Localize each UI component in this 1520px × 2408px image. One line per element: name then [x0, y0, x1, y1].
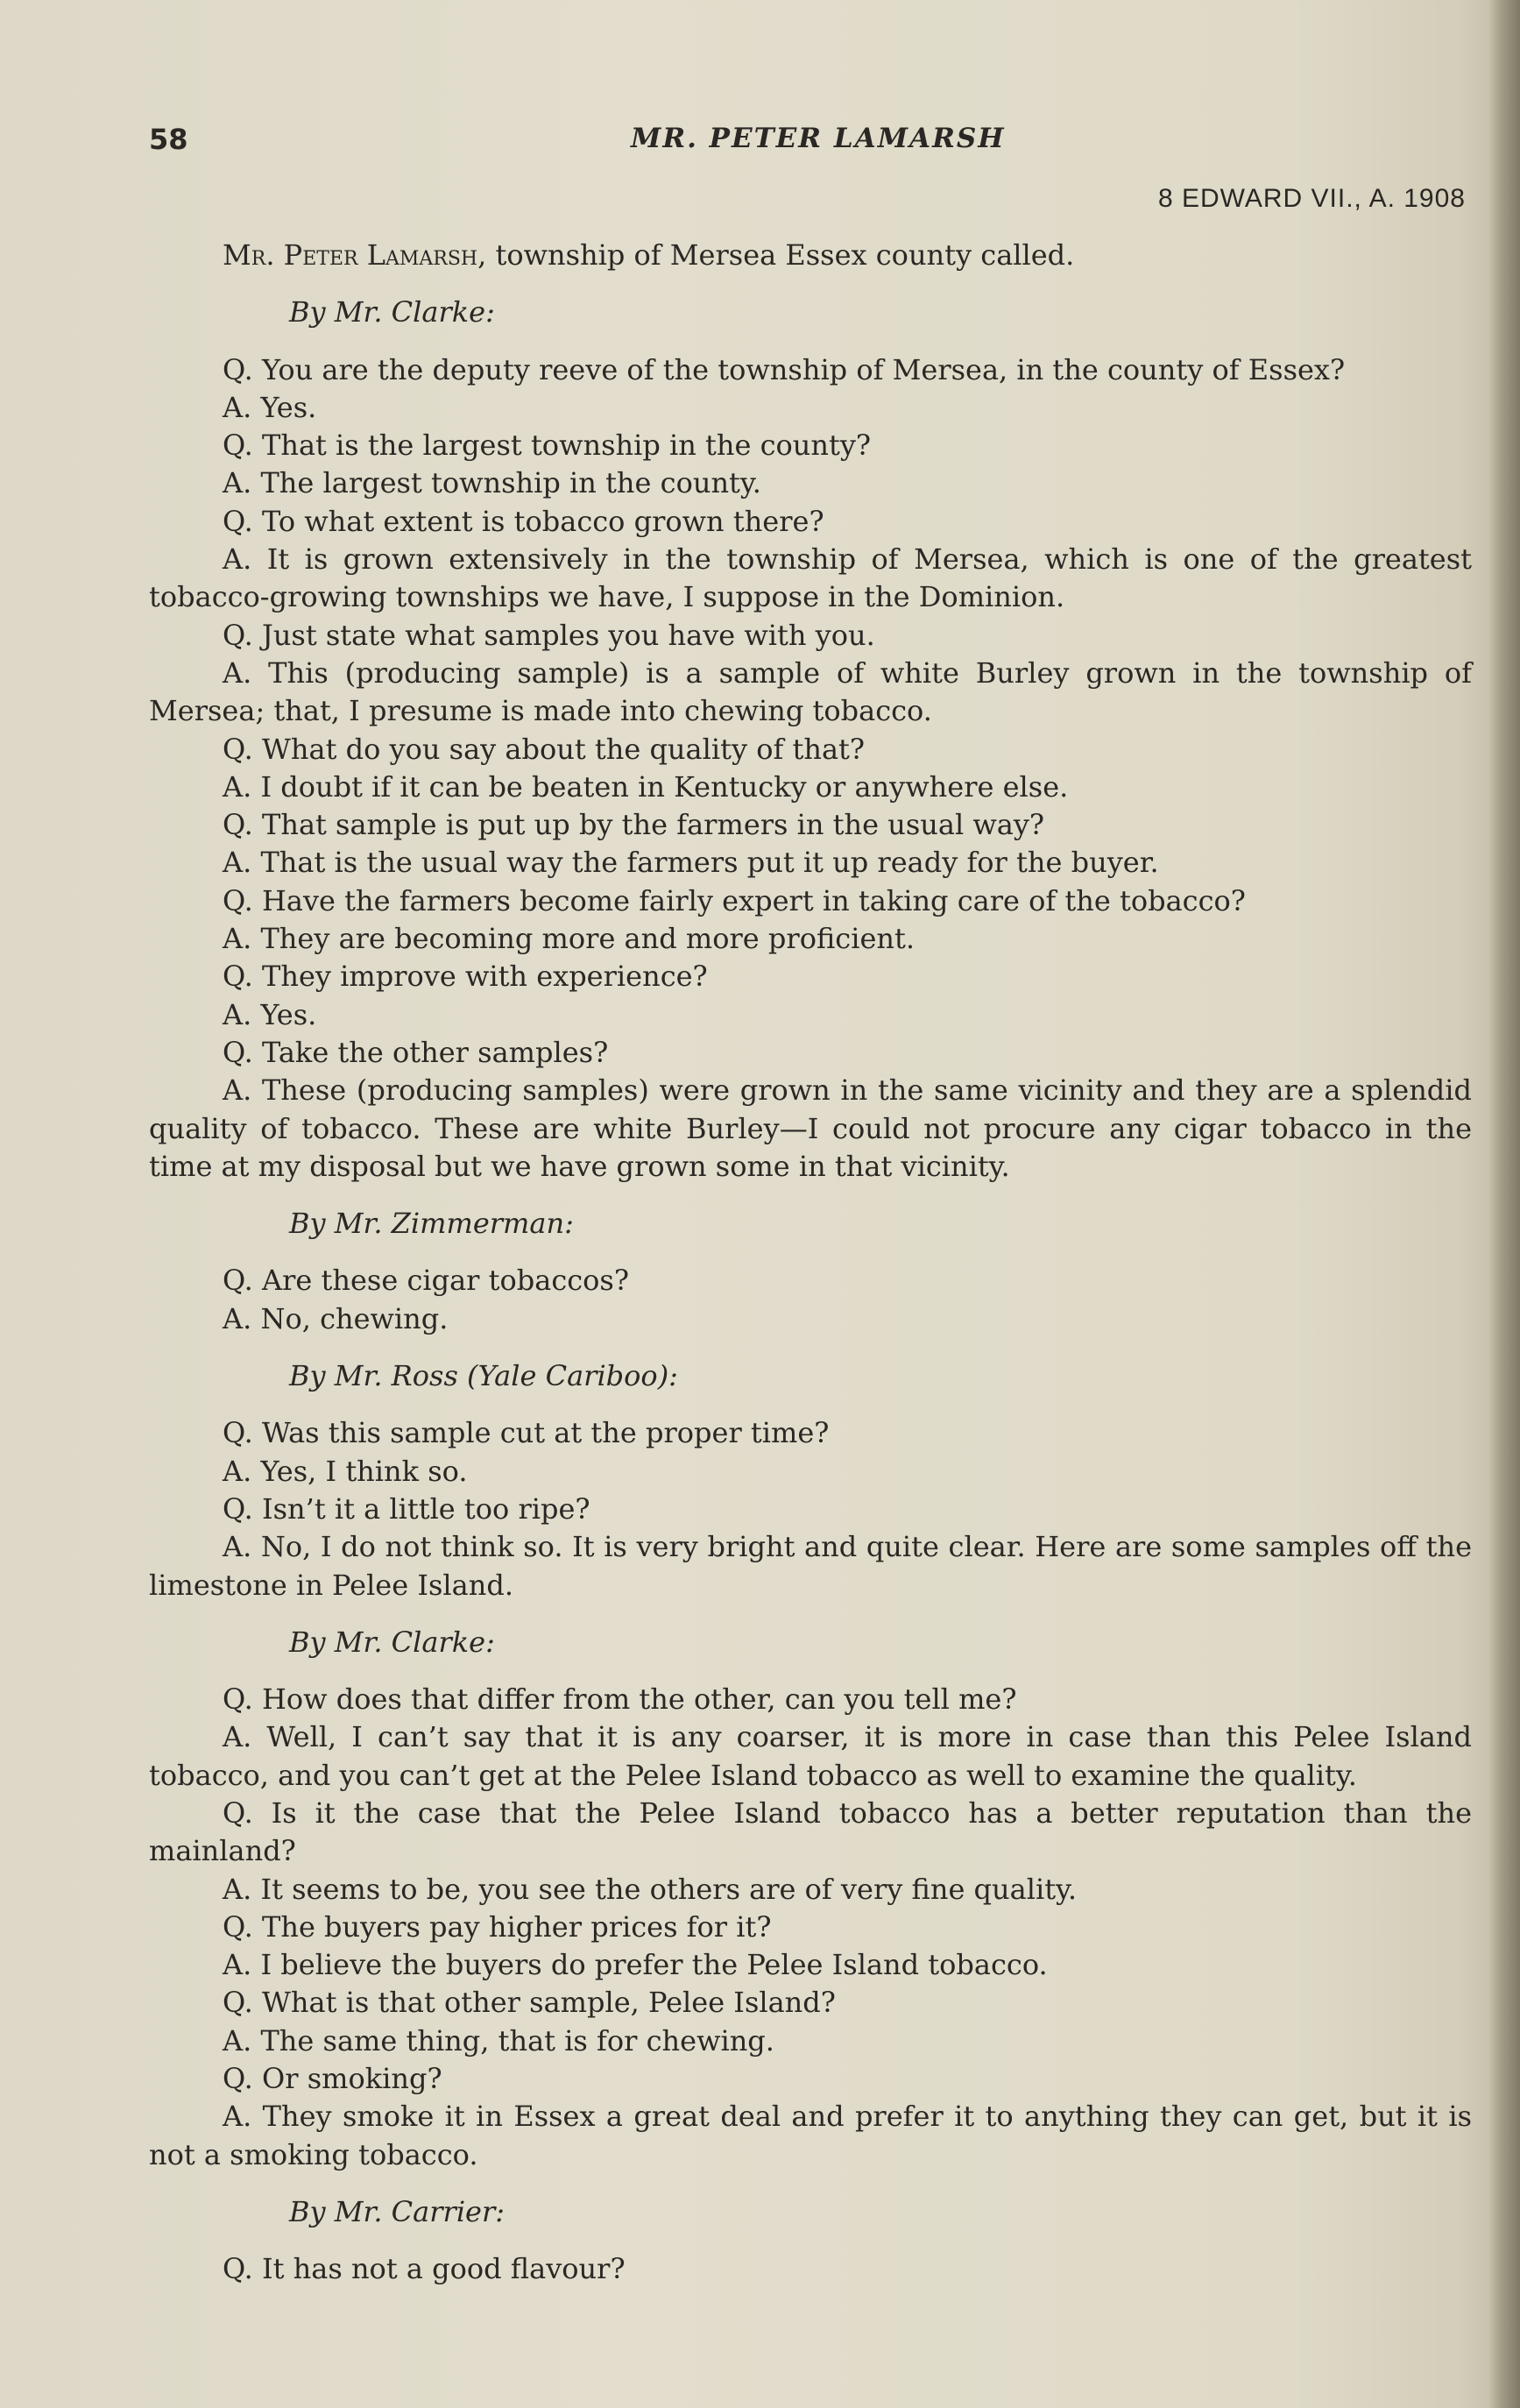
- session-label: 8 EDWARD VII., A. 1908: [1157, 184, 1466, 213]
- question-paragraph: Q. What do you say about the quality of that?: [223, 732, 866, 766]
- testimony-blocks: [149, 294, 1472, 2288]
- running-title: MR. PETER LAMARSH: [631, 123, 1006, 154]
- book-spine-shadow: [1488, 0, 1520, 2408]
- question-paragraph: Q. That sample is put up by the farmers in the usual way?: [223, 808, 1045, 842]
- answer-paragraph: A. No, chewing.: [223, 1301, 449, 1335]
- answer-paragraph: A. I doubt if it can be beaten in Kentucky or anywhere else.: [223, 769, 1069, 804]
- answer-paragraph: A. They smoke it in Essex a great deal and prefer it to anything they can get, but it is not a smoking tobacco.: [149, 2100, 1472, 2171]
- examiner-byline: By Mr. Ross (Yale Cariboo):: [289, 1359, 678, 1393]
- testimony-body: [149, 237, 1472, 2289]
- question-paragraph: Q. Isn’t it a little too ripe?: [223, 1491, 590, 1526]
- question-paragraph: Q. It has not a good flavour?: [223, 2252, 626, 2286]
- answer-paragraph: A. The largest township in the county.: [223, 466, 761, 500]
- question-paragraph: Q. What is that other sample, Pelee Island?: [223, 1986, 836, 2020]
- witness-name: Mr. Peter Lamarsh: [223, 238, 478, 272]
- question-paragraph: Q. Was this sample cut at the proper time?: [223, 1416, 830, 1450]
- examiner-byline: By Mr. Zimmerman:: [289, 1207, 574, 1241]
- examiner-byline: By Mr. Clarke:: [289, 1625, 495, 1659]
- question-paragraph: Q. Take the other samples?: [223, 1035, 609, 1069]
- page-header: [149, 123, 1463, 166]
- question-paragraph: Q. That is the largest township in the county?: [223, 428, 872, 463]
- answer-paragraph: A. This (producing sample) is a sample of white Burley grown in the township of Mersea; that, I presume is made into chewing tobacco.: [149, 655, 1472, 728]
- question-paragraph: Q. Have the farmers become fairly expert in taking care of the tobacco?: [223, 883, 1246, 917]
- question-paragraph: Q. The buyers pay higher prices for it?: [223, 1909, 772, 1944]
- answer-paragraph: A. Yes.: [223, 997, 317, 1031]
- answer-paragraph: A. No, I do not think so. It is very bright and quite clear. Here are some samples off the limestone in Pelee Island.: [149, 1530, 1472, 1602]
- answer-paragraph: A. That is the usual way the farmers put it up ready for the buyer.: [223, 846, 1159, 880]
- answer-paragraph: A. These (producing samples) were grown in the same vicinity and they are a splendid quality of tobacco. These are white Burley—I could not procure any cigar tobacco in the time at my disposal but we have grown some in that vicinity.: [149, 1073, 1472, 1183]
- examiner-byline: By Mr. Clarke:: [289, 295, 495, 329]
- witness-introduction-rest: , township of Mersea Essex county called.: [477, 238, 1075, 272]
- question-paragraph: Q. How does that differ from the other, can you tell me?: [223, 1682, 1017, 1717]
- answer-paragraph: A. The same thing, that is for chewing.: [223, 2023, 774, 2057]
- question-paragraph: Q. Or smoking?: [223, 2062, 442, 2096]
- witness-introduction: [149, 237, 1472, 274]
- answer-paragraph: A. It is grown extensively in the township of Mersea, which is one of the greatest tobacco-growing townships we have, I suppose in the Dominion.: [149, 542, 1472, 614]
- question-paragraph: Q. Are these cigar tobaccos?: [223, 1264, 629, 1298]
- question-paragraph: Q. Just state what samples you have with you.: [223, 618, 875, 652]
- question-paragraph: Q. Is it the case that the Pelee Island tobacco has a better reputation than the mainland?: [149, 1795, 1472, 1868]
- question-paragraph: Q. You are the deputy reeve of the township of Mersea, in the county of Essex?: [223, 352, 1346, 386]
- answer-paragraph: A. They are becoming more and more proficient.: [223, 922, 916, 956]
- question-paragraph: Q. They improve with experience?: [223, 960, 708, 994]
- examiner-byline: By Mr. Carrier:: [289, 2194, 505, 2228]
- question-paragraph: Q. To what extent is tobacco grown there?: [223, 504, 824, 538]
- answer-paragraph: A. It seems to be, you see the others are of very fine quality.: [223, 1872, 1078, 1906]
- answer-paragraph: A. Yes.: [223, 390, 317, 424]
- answer-paragraph: A. I believe the buyers do prefer the Pelee Island tobacco.: [223, 1948, 1048, 1982]
- page-number: 58: [149, 123, 188, 156]
- answer-paragraph: A. Well, I can’t say that it is any coarser, it is more in case than this Pelee Island tobacco, and you can’t get at the Pelee Island tobacco as well to examine the quality.: [149, 1720, 1472, 1792]
- answer-paragraph: A. Yes, I think so.: [223, 1454, 468, 1488]
